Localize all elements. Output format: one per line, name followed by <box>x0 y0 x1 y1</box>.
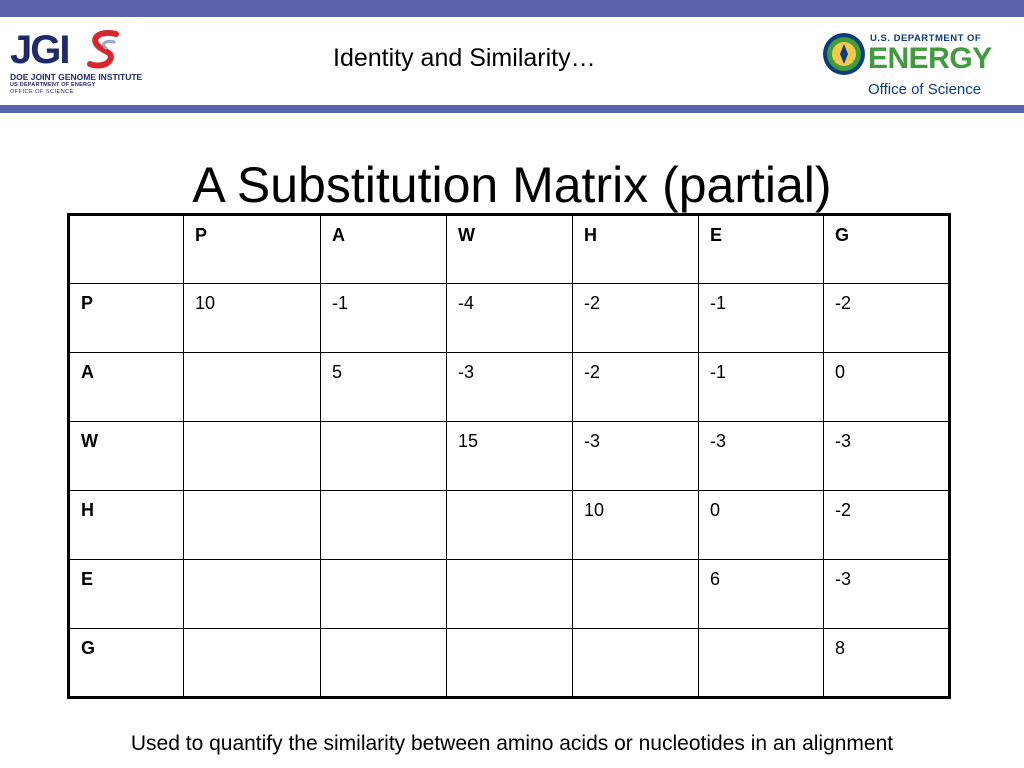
table-cell <box>699 629 824 698</box>
table-row <box>69 284 950 353</box>
column-header: P <box>184 215 321 284</box>
jgi-logo-line1: DOE JOINT GENOME INSTITUTE <box>10 72 143 82</box>
table-row <box>69 560 950 629</box>
table-cell <box>184 560 321 629</box>
table-cell <box>184 629 321 698</box>
table-row <box>69 491 950 560</box>
row-header: G <box>69 629 184 698</box>
row-header: P <box>69 284 184 353</box>
doe-logo <box>822 30 1022 102</box>
doe-logo-line3: Office of Science <box>868 81 982 98</box>
table-cell: -2 <box>824 284 950 353</box>
table-cell: -1 <box>699 284 824 353</box>
column-header: E <box>699 215 824 284</box>
doe-logo-line2: ENERGY <box>868 42 992 75</box>
jgi-logo-word: JGI <box>10 28 69 72</box>
footer-caption: Used to quantify the similarity between amino acids or nucleotides in an alignment <box>130 732 894 755</box>
table-cell: 5 <box>321 353 447 422</box>
table-row <box>69 422 950 491</box>
table-cell <box>321 491 447 560</box>
table-cell <box>184 353 321 422</box>
table-cell: -3 <box>447 353 573 422</box>
table-cell: 15 <box>447 422 573 491</box>
header-title: Identity and Similarity… <box>333 44 596 72</box>
table-cell <box>447 560 573 629</box>
column-header: A <box>321 215 447 284</box>
jgi-logo <box>10 28 143 100</box>
table-cell <box>184 491 321 560</box>
top-band <box>0 0 1024 17</box>
table-cell: -2 <box>824 491 950 560</box>
table-header-row <box>69 215 950 284</box>
row-header: H <box>69 491 184 560</box>
doe-logo-line1: U.S. DEPARTMENT OF <box>870 33 982 44</box>
column-header: H <box>573 215 699 284</box>
table-cell <box>447 491 573 560</box>
table-row <box>69 353 950 422</box>
table-cell <box>184 422 321 491</box>
table-cell <box>447 629 573 698</box>
table-cell: -2 <box>573 353 699 422</box>
table-cell: 6 <box>699 560 824 629</box>
table-cell: -2 <box>573 284 699 353</box>
row-header: E <box>69 560 184 629</box>
jgi-logo-line3: OFFICE OF SCIENCE <box>10 89 74 95</box>
table-cell: -3 <box>824 422 950 491</box>
table-cell: 10 <box>184 284 321 353</box>
table-cell <box>573 629 699 698</box>
jgi-logo-line2: US DEPARTMENT OF ENERGY <box>10 82 96 88</box>
table-cell: -3 <box>699 422 824 491</box>
table-cell: -1 <box>321 284 447 353</box>
table-corner-cell <box>69 215 184 284</box>
table-cell: 0 <box>699 491 824 560</box>
column-header: W <box>447 215 573 284</box>
table-cell <box>321 422 447 491</box>
table-cell: -3 <box>824 560 950 629</box>
table-row <box>69 629 950 698</box>
table-cell: 0 <box>824 353 950 422</box>
table-cell: 10 <box>573 491 699 560</box>
column-header: G <box>824 215 950 284</box>
table-cell <box>573 560 699 629</box>
table-cell: -1 <box>699 353 824 422</box>
row-header: W <box>69 422 184 491</box>
slide-title: A Substitution Matrix (partial) <box>192 157 832 213</box>
jgi-swoosh-icon <box>86 30 122 70</box>
header-divider-band <box>0 105 1024 113</box>
table-cell <box>321 560 447 629</box>
table-cell: -4 <box>447 284 573 353</box>
doe-seal-icon <box>822 32 866 76</box>
table-cell: -3 <box>573 422 699 491</box>
table-cell <box>321 629 447 698</box>
table-cell: 8 <box>824 629 950 698</box>
row-header: A <box>69 353 184 422</box>
substitution-matrix-table <box>67 213 951 699</box>
